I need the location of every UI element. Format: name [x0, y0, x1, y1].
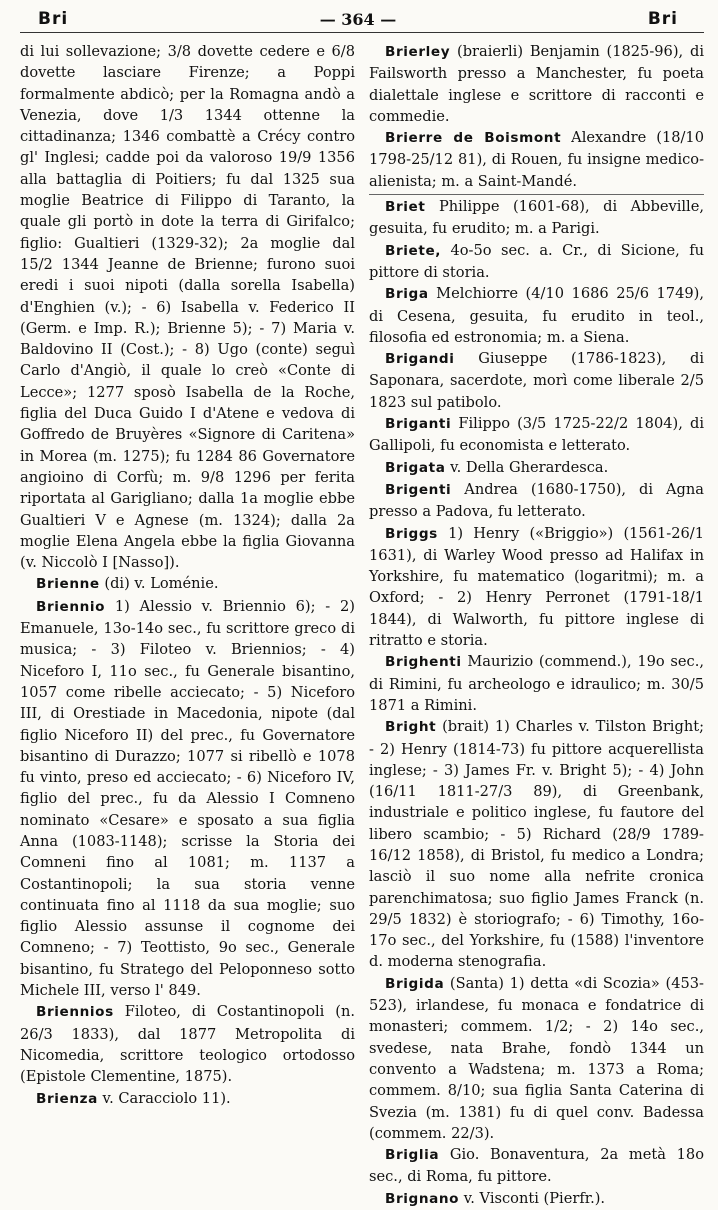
entry-text: Giuseppe (1786-1823), di Saponara, sacerdote, morì come liberale 2/5 1823 sul patibolo.	[369, 350, 704, 411]
entry-headword: Brienne	[36, 576, 100, 593]
entry-headword: Briglia	[385, 1147, 440, 1164]
entry-text: Filippo (3/5 1725-22/2 1804), di Gallipoli, fu economista e letterato.	[369, 415, 704, 455]
entry	[369, 523, 704, 652]
entry-headword: Briggs	[385, 525, 438, 542]
entry	[369, 283, 704, 348]
entry-text: Philippe (1601-68), di Abbeville, gesuita, fu erudito; m. a Parigi.	[369, 198, 704, 238]
header-left-guideword: Bri	[38, 9, 69, 29]
entry-text: v. Caracciolo 11).	[97, 1089, 231, 1107]
entry-text: 1) Henry («Briggio») (1561-26/1 1631), di Warley Wood presso ad Halifax in Yorkshire, fu matematico (logaritmi); m. a Oxford; - 2) Henry Perronet (1791-18/1 1844), di Walworth, fu pittore inglese di ritratto e storia.	[369, 524, 704, 650]
entry	[20, 573, 355, 595]
entry	[20, 1088, 355, 1110]
entry	[369, 479, 704, 523]
entry	[369, 1188, 704, 1210]
entry	[369, 457, 704, 479]
entry-headword: Brigandi	[385, 351, 455, 368]
page-number: — 364 —	[319, 9, 397, 29]
running-header	[20, 6, 704, 33]
entry-text: Filoteo, di Costantinopoli (n. 26/3 1833), dal 1877 Metropolita di Nicomedia, scrittore teologico ortodosso (Epistole Clementine, 1875).	[20, 1003, 355, 1086]
entry-text: Gio. Bonaventura, 2a metà 18o sec., di Roma, fu pittore.	[369, 1146, 704, 1186]
entry-continuation	[20, 41, 355, 573]
entry	[369, 41, 704, 127]
entry-text: (brait) 1) Charles v. Tilston Bright; - 2) Henry (1814-73) fu pittore acquerellista inglese; - 3) James Fr. v. Bright 5); - 4) John (16/11 1811-27/3 89), di Greenbank, industriale e politico inglese, fu fautore del libero scambio; - 5) Richard (28/9 1789-16/12 1858), di Bristol, fu medico a Londra; lasciò il suo nome alla nefrite cronica parenchimatosa; suo figlio James Franck (n. 29/5 1832) è storiografo; - 6) Timothy, 16o-17o sec., del Yorkshire, fu (1588) l'inventore d. moderna stenografia.	[369, 718, 704, 971]
entry-headword: Briete,	[385, 242, 442, 259]
entry	[369, 973, 704, 1144]
entry-headword: Brigida	[385, 975, 445, 992]
entry-headword: Brigata	[385, 459, 446, 476]
entry	[369, 716, 704, 973]
entry-headword: Brighenti	[385, 654, 462, 671]
entry-headword: Brierley	[385, 44, 451, 60]
left-column	[20, 41, 355, 1210]
entry	[369, 348, 704, 413]
entry-headword: Briennios	[36, 1004, 114, 1021]
entry-headword: Brienza	[36, 1090, 98, 1107]
entry	[20, 1001, 355, 1087]
entry-text: Maurizio (commend.), 19o sec., di Rimini, fu archeologo e idraulico; m. 30/5 1871 a Rimini.	[369, 653, 704, 714]
entry-text: Alexandre (18/10 1798-25/12 81), di Rouen, fu insigne medico-alienista; m. a Saint-Mandé.	[369, 129, 704, 190]
entry-divider	[369, 194, 704, 195]
entry-text: di lui sollevazione; 3/8 dovette cedere e 6/8 dovette lasciare Firenze; a Poppi formalmente abdicò; per la Romagna andò a Venezia, dove 1/3 1344 ottenne la cittadinanza; 1346 combattè a Crécy contro gl' Inglesi; cadde poi da valoroso 19/9 1356 alla battaglia di Poitiers; fu dal 1325 sua moglie Beatrice di Filippo di Taranto, la quale gli portò in dote la terra di Girifalco; figlio: Gualtieri (1329-32); 2a moglie dal 15/2 1344 Jeanne de Brienne; furono suoi eredi i suoi nipoti (dalla sorella Isabella) d'Enghien (v.); - 6) Isabella v. Federico II (Germ. e Imp. R.); Brienne 5); - 7) Maria v. Baldovino II (Cost.); - 8) Ugo (conte) seguì Carlo d'Angiò, il quale lo creò «Conte di Lecce»; 1277 sposò Isabella de la Roche, figlia del Duca Guido I d'Atene e vedova di Goffredo de Bruyères «Signore di Caritena» in Morea (m. 1275); fu 1284 86 Governatore angioino di Corfù; m. 9/8 1296 per ferita riportata al Garigliano; dalla 1a moglie ebbe Gualtieri V e Agnese (m. 1324); dalla 2a moglie Elena Angela ebbe la figlia Giovanna (v. Niccolò I [Nasso]).	[20, 43, 355, 572]
entry-headword: Briennio	[36, 598, 106, 615]
entry-headword: Briganti	[385, 416, 452, 433]
entry-text: (braierli) Benjamin (1825-96), di Failsworth presso a Manchester, fu poeta dialettale inglese e scrittore di racconti e commedie.	[369, 43, 704, 125]
entry	[369, 651, 704, 716]
entry-text: v. Della Gherardesca.	[445, 458, 609, 476]
entry-text: Melchiorre (4/10 1686 25/6 1749), di Cesena, gesuita, fu erudito in teol., filosofia ed estronomia; m. a Siena.	[369, 285, 704, 346]
entry-text: 1) Alessio v. Briennio 6); - 2) Emanuele, 13o-14o sec., fu scrittore greco di musica; - 3) Filoteo v. Briennios; - 4) Niceforo I, 11o sec., fu Generale bisantino, 1057 come ribelle acciecato; - 5) Niceforo III, di Orestiade in Macedonia, nipote (dal figlio Niceforo II) del prec., fu Governatore bisantino di Durazzo; 1077 si ribellò e 1078 fu vinto, preso ed acciecato; - 6) Niceforo IV, figlio del prec., fu da Alessio I Comneno nominato «Cesare» e sposato a sua figlia Anna (1083-1148); scrisse la Storia dei Comneni fino al 1081; m. 1137 a Costantinopoli; la sua storia venne continuata fino al 1118 da sua moglie; suo figlio Alessio assunse il cognome dei Comneno; - 7) Teottisto, 9o sec., Generale bisantino, fu Stratego del Peloponneso sotto Michele III, verso l' 849.	[20, 597, 355, 1000]
header-right-guideword: Bri	[647, 9, 678, 29]
entry	[20, 596, 355, 1002]
entry-text: 4o-5o sec. a. Cr., di Sicione, fu pittore di storia.	[369, 241, 704, 281]
entry	[369, 240, 704, 284]
entry-headword: Brigenti	[385, 481, 452, 498]
entry	[369, 127, 704, 192]
entry-headword: Briga	[385, 286, 429, 303]
entry-headword: Briet	[385, 199, 426, 216]
entry	[369, 413, 704, 457]
entry-text: v. Visconti (Pierfr.).	[459, 1189, 606, 1207]
entry-text: (Santa) 1) detta «di Scozia» (453-523), irlandese, fu monaca e fondatrice di monasteri; commem. 1/2; - 2) 14o sec., svedese, nata Brahe, fondò 1344 un convento a Wadstena; m. 1373 a Roma; commem. 8/10; sua figlia Santa Caterina di Svezia (m. 1381) fu di quel conv. Badessa (commem. 22/3).	[369, 974, 704, 1142]
entry	[369, 1144, 704, 1188]
entry	[369, 196, 704, 240]
entry-headword: Bright	[385, 719, 437, 736]
entry-text: Andrea (1680-1750), di Agna presso a Padova, fu letterato.	[369, 480, 704, 521]
entry-headword: Brierre de Boismont	[385, 130, 562, 147]
entry-text: (di) v. Loménie.	[99, 575, 219, 593]
entry-headword: Brignano	[385, 1190, 460, 1207]
right-column	[369, 41, 704, 1210]
